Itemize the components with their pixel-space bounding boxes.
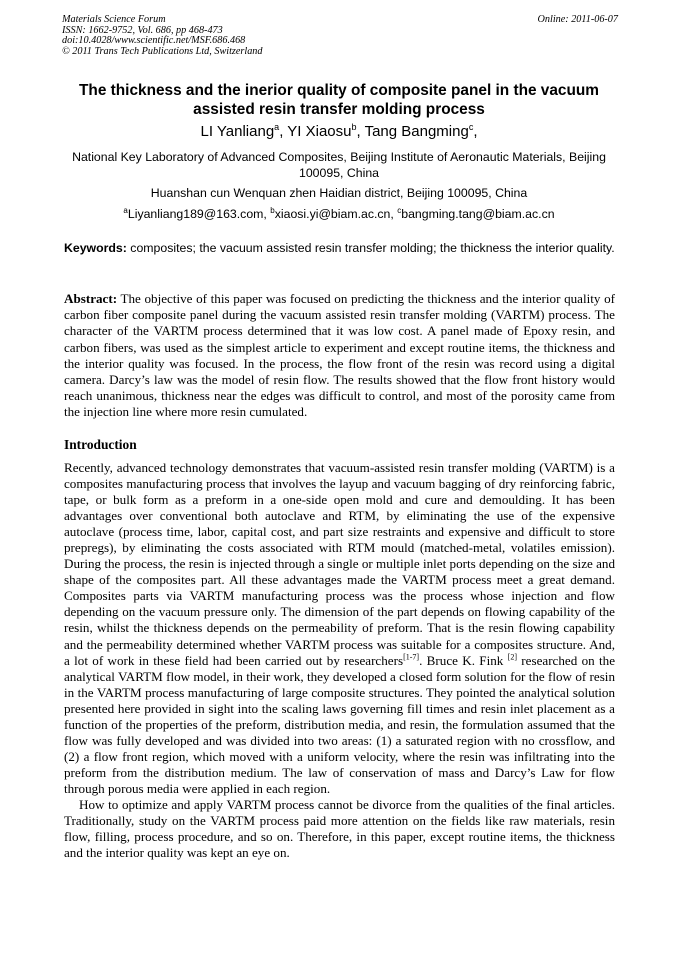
email-separator: , xyxy=(263,207,271,221)
author-separator: , xyxy=(279,123,288,140)
journal-doi: doi:10.4028/www.scientific.net/MSF.686.468 xyxy=(62,35,246,47)
abstract-text: The objective of this paper was focused on predicting the thickness and the interior quality of carbon fiber composite panel during the vacuum assisted resin transfer molding (VARTM) process. The character of the VARTM process determined that it was low cost. A panel made of Epoxy resin, and carbon fibers, was used as the simplest article to experiment and except routine items, the thickness and the interior quality was focused. In the process, the flow front of the resin was record using a digital camera. Darcy’s law was the model of resin flow. The results showed that the flow front history would reach unanimous, thickness near the edges was difficult to control, and most of the porosity came from the injection line where more resin cumulated. xyxy=(64,291,615,420)
email-link[interactable]: bangming.tang@biam.ac.cn xyxy=(401,207,555,221)
paragraph-text: . Bruce K. Fink xyxy=(419,652,508,668)
email-separator: , xyxy=(390,207,398,221)
author-separator: , xyxy=(356,123,365,140)
abstract xyxy=(64,291,615,421)
affiliation-address: Huanshan cun Wenquan zhen Haidian district, Beijing 100095, China xyxy=(150,186,528,200)
affiliation-institution: National Key Laboratory of Advanced Composites, Beijing Institute of Aeronautic Materials, Beijing 100095, China xyxy=(72,150,606,180)
email-superscript: c xyxy=(397,205,402,215)
keywords xyxy=(64,241,615,257)
introduction-paragraph-2: How to optimize and apply VARTM process cannot be divorce from the qualities of the final articles. Traditionally, study on the VARTM process paid more attention on the fields like raw materials, resin flow, filling, process procedure, and so on. Therefore, in this paper, except routine items, the thickness and the interior quality was kept an eye on. xyxy=(64,796,615,861)
section-heading-introduction: Introduction xyxy=(64,437,137,452)
introduction-body xyxy=(64,460,615,861)
author-name: LI Yanliang xyxy=(200,123,275,140)
citation-ref: [1-7] xyxy=(403,652,420,662)
introduction-paragraph-1 xyxy=(64,460,615,797)
author-name: YI Xiaosu xyxy=(287,123,352,140)
abstract-label: Abstract: xyxy=(64,291,118,306)
journal-copyright: © 2011 Trans Tech Publications Ltd, Switzerland xyxy=(62,45,263,57)
author-superscript: c xyxy=(468,122,474,132)
citation-ref: [2] xyxy=(507,652,517,662)
author-list xyxy=(60,123,618,141)
author-superscript: a xyxy=(274,122,280,132)
email-superscript: b xyxy=(270,205,275,215)
paragraph-text: Recently, advanced technology demonstrates that vacuum-assisted resin transfer molding (VARTM) is a composites manufacturing process that involves the layup and vacuum bagging of dry reinforcing fabric, tape, or bulk form as a preform in a one-side open mold and cure and demoulding. It has been advantages over conventional both autoclave and RTM, by eliminating the use of the expensive autoclave (process time, labor, capital cost, and part size restraints and expensive and difficult to store prepregs), by eliminating the costs associated with RTM mould (matched-metal, volatiles emission). During the process, the resin is injected through a single or multiple inlet ports depending on the size and shape of the composites part. All these advantages made the VARTM process meet a great demand. Composites parts via VARTM manufacturing process was the process whose injection and flow depending on the vacuum pressure only. The dimension of the part depends on flowing capability of the resin, whilst the thickness depends on the permeability of preform. That is the resin flowing capability and the permeability determined whether VARTM process was suitable for a composites structure. And, a lot of work in these field had been carried out by researchers xyxy=(64,460,615,668)
email-superscript: a xyxy=(123,205,128,215)
paragraph-text: researched on the analytical VARTM flow model, in their work, they developed a closed form solution for the flow of resin in the VARTM process manufacturing of large composite structures. They pointed the analytical solution presented here provided in sight into the scaling laws governing fill times and resin inlet placement as a function of the properties of the preform, distribution media, and resin, the formulation assumed that the flow was fully developed and was divided into two areas: (1) a saturated region with no crossflow, and (2) a flow front region, which moved with a uniform velocity, where the resin was infiltrating into the preform from the distribution medium. The law of conservation of mass and Darcy’s Law for flow through porous media were applied in each region. xyxy=(64,652,616,796)
author-separator: , xyxy=(473,123,478,140)
online-date: Online: 2011-06-07 xyxy=(537,14,618,25)
keywords-label: Keywords: xyxy=(64,241,127,255)
author-name: Tang Bangming xyxy=(364,123,469,140)
email-link[interactable]: Liyanliang189@163.com xyxy=(127,207,264,221)
author-emails xyxy=(60,206,618,222)
paper-title: The thickness and the inerior quality of composite panel in the vacuum assisted resin transfer molding process xyxy=(79,82,599,118)
journal-name: Materials Science Forum xyxy=(62,14,166,25)
email-link[interactable]: xiaosi.yi@biam.ac.cn xyxy=(274,207,391,221)
author-superscript: b xyxy=(351,122,357,132)
keywords-text: composites; the vacuum assisted resin transfer molding; the thickness the interior quality. xyxy=(126,241,615,255)
journal-header xyxy=(62,15,618,57)
journal-issn: ISSN: 1662-9752, Vol. 686, pp 468-473 xyxy=(62,24,223,36)
